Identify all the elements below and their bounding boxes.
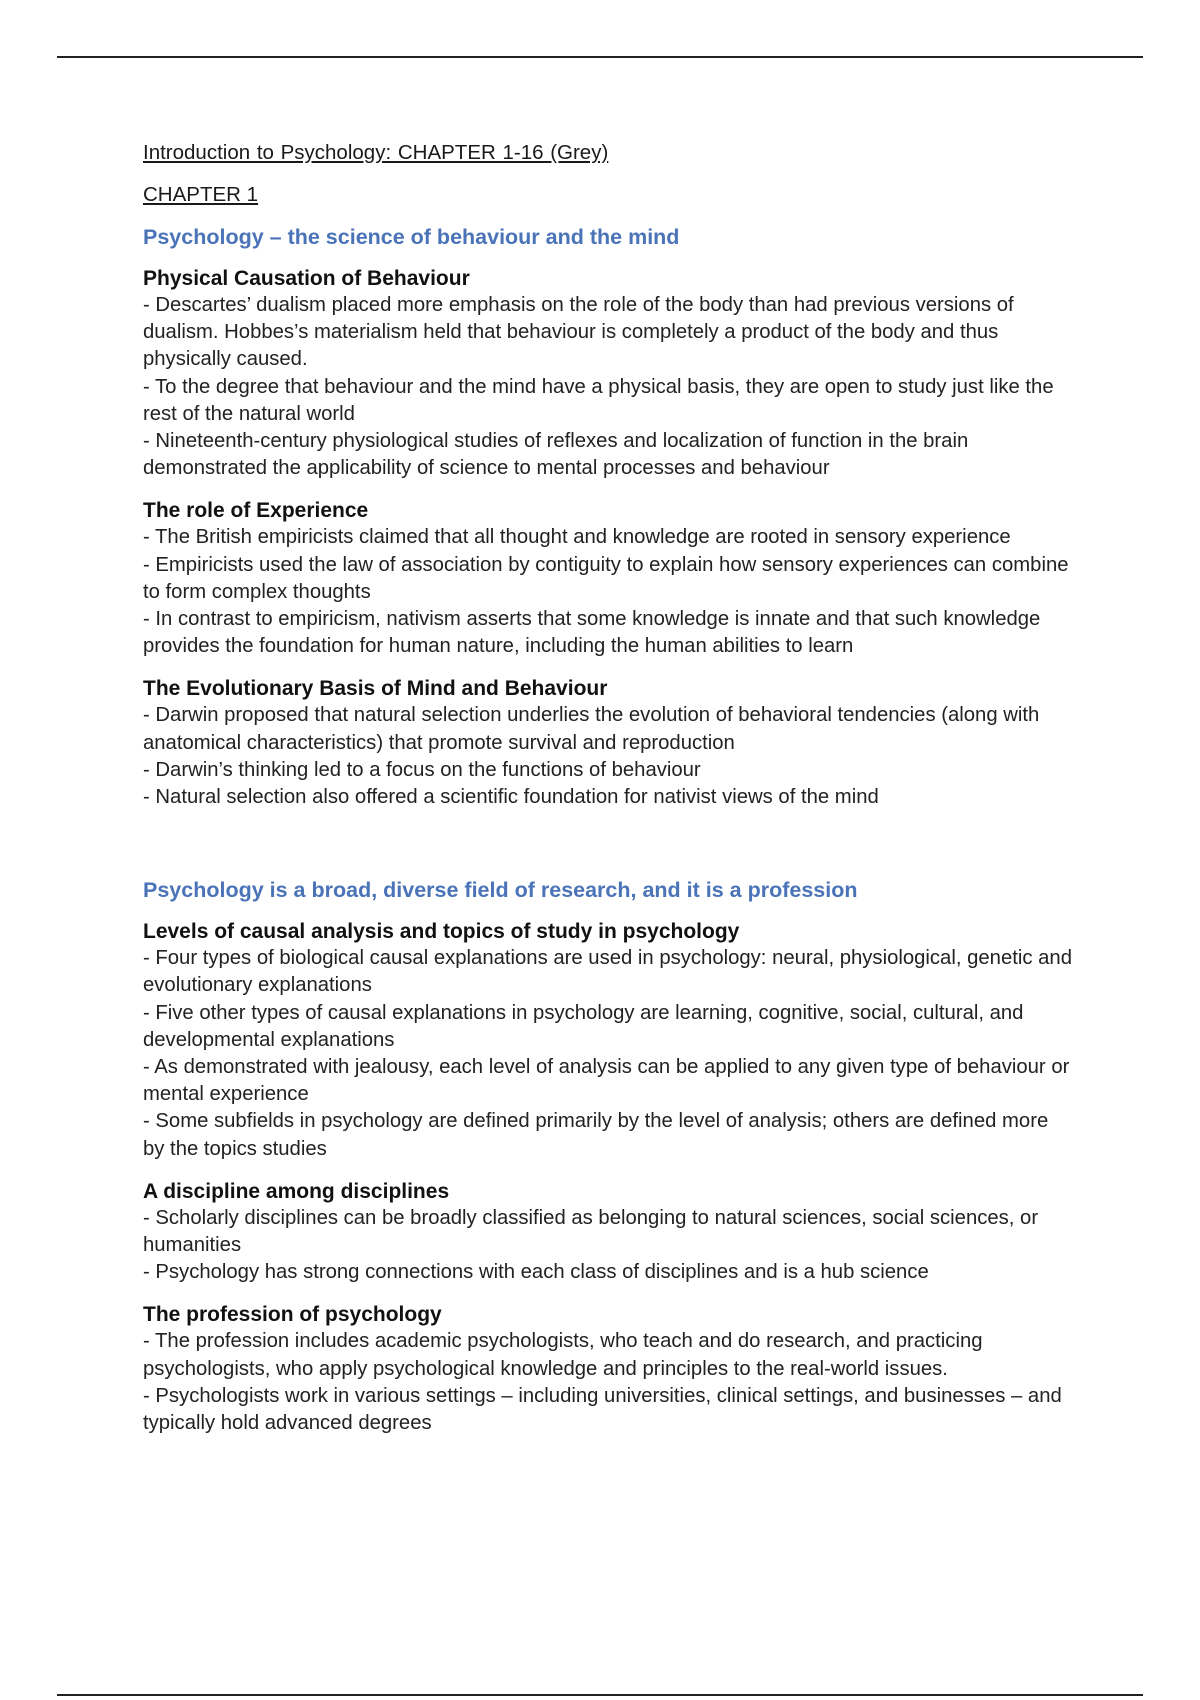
bullet-point: - Darwin’s thinking led to a focus on the functions of behaviour	[143, 758, 701, 781]
subsection-title: The profession of psychology	[143, 1303, 442, 1327]
bullet-point: - As demonstrated with jealousy, each level of analysis can be applied to any given type of behaviour or mental experience	[143, 1056, 1070, 1106]
bullet-point: - Four types of biological causal explanations are used in psychology: neural, physiological, genetic and evolutionary explanations	[143, 947, 1072, 997]
bullet-point: - Some subfields in psychology are defined primarily by the level of analysis; others are defined more by the topics studies	[143, 1110, 1049, 1160]
chapter-label: CHAPTER 1	[143, 183, 259, 206]
bullet-point: - In contrast to empiricism, nativism asserts that some knowledge is innate and that such knowledge provides the foundation for human nature, including the human abilities to learn	[143, 608, 1041, 658]
bullet-point: - Psychology has strong connections with each class of disciplines and is a hub science	[143, 1261, 929, 1284]
bullet-point: - Five other types of causal explanations in psychology are learning, cognitive, social, cultural, and developmental explanations	[143, 1001, 1024, 1051]
subsection-title: The Evolutionary Basis of Mind and Behaviour	[143, 677, 608, 701]
bullet-point: - Descartes’ dualism placed more emphasis on the role of the body than had previous versions of dualism. Hobbes’s materialism held that behaviour is completely a product of the body and thus physically caused.	[143, 294, 1014, 371]
subsection	[143, 919, 1073, 1163]
subsection	[143, 266, 1073, 482]
bullet-point: - Empiricists used the law of association by contiguity to explain how sensory experiences can combine to form complex thoughts	[143, 553, 1069, 603]
subsection-title: Physical Causation of Behaviour	[143, 267, 470, 290]
bullet-point: - Psychologists work in various settings – including universities, clinical settings, and businesses – and typically hold advanced degrees	[143, 1384, 1062, 1435]
bullet-point: - Darwin proposed that natural selection underlies the evolution of behavioral tendencies (along with anatomical characteristics) that promote survival and reproduction	[143, 704, 1040, 754]
subsection	[143, 676, 1073, 811]
document-body	[143, 140, 1073, 1453]
bullet-point: - To the degree that behaviour and the mind have a physical basis, they are open to study just like the rest of the natural world	[143, 375, 1054, 425]
section-heading: Psychology – the science of behaviour and the mind	[143, 225, 680, 249]
bullet-point: - Nineteenth-century physiological studies of reflexes and localization of function in the brain demonstrated the applicability of science to mental processes and behaviour	[143, 430, 969, 480]
document-title: Introduction to Psychology: CHAPTER 1-16 (Grey)	[143, 141, 609, 164]
top-divider	[57, 56, 1143, 58]
bullet-point: - The profession includes academic psychologists, who teach and do research, and practicing psychologists, who apply psychological knowledge and principles to the real-world issues.	[143, 1330, 983, 1380]
subsection-title: Levels of causal analysis and topics of study in psychology	[143, 920, 740, 944]
bullet-point: - Scholarly disciplines can be broadly classified as belonging to natural sciences, social sciences, or humanities	[143, 1206, 1039, 1257]
bottom-divider	[57, 1694, 1143, 1696]
bullet-point: - Natural selection also offered a scientific foundation for nativist views of the mind	[143, 786, 879, 809]
subsection	[143, 1179, 1073, 1287]
subsection	[143, 1302, 1073, 1437]
subsection-title: The role of Experience	[143, 499, 369, 523]
section-heading: Psychology is a broad, diverse field of research, and it is a profession	[143, 878, 858, 903]
subsection	[143, 498, 1073, 660]
subsection-title: A discipline among disciplines	[143, 1179, 450, 1203]
section-spacer	[143, 827, 1073, 877]
bullet-point: - The British empiricists claimed that all thought and knowledge are rooted in sensory experience	[143, 526, 1011, 549]
